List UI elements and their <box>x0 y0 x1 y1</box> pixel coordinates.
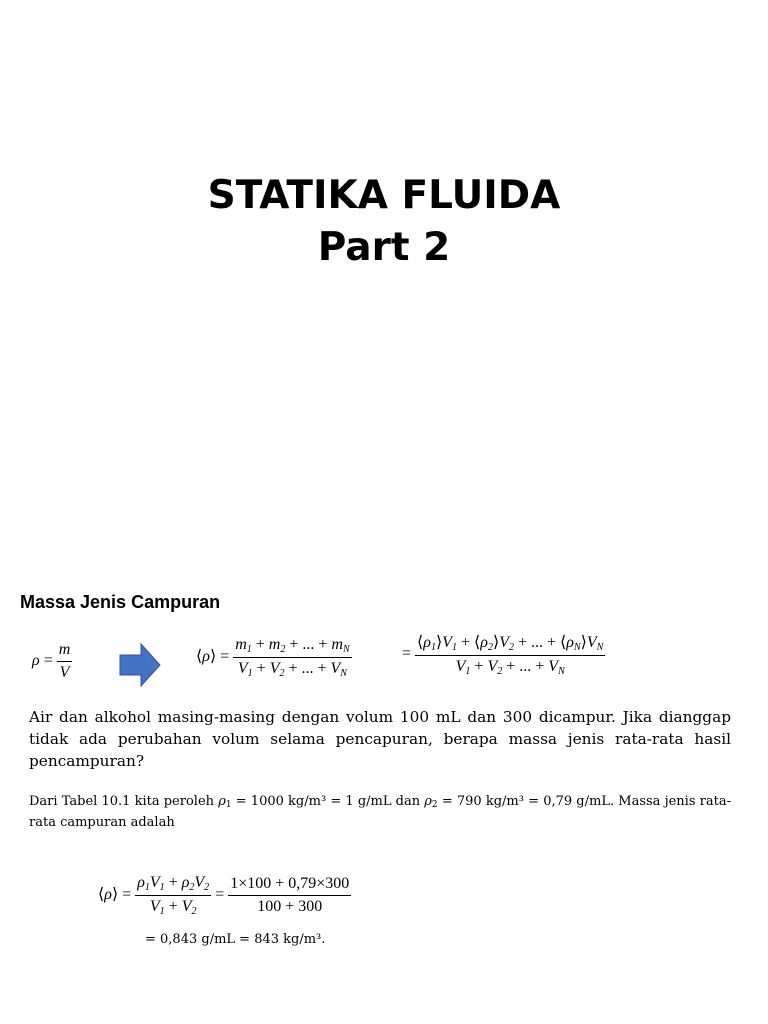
title-line-2: Part 2 <box>317 225 451 270</box>
problem-statement: Air dan alkohol masing-masing dengan volum 100 mL dan 300 dicampur. Jika dianggap tidak ada perubahan volum selama pencapuran, berapa massa jenis rata-rata hasil pencampuran? <box>29 708 731 770</box>
given-values: Dari Tabel 10.1 kita peroleh ρ1 = 1000 kg/m³ = 1 g/mL dan ρ2 = 790 kg/m³ = 0,79 g/mL. Massa jenis rata-rata campuran adalah <box>29 794 731 830</box>
title-line-1: STATIKA FLUIDA <box>207 173 561 218</box>
density-formula: ρ = $\frac{m}{V}$ <box>32 641 71 681</box>
section-heading: Massa Jenis Campuran <box>20 592 221 612</box>
right-arrow-icon <box>119 643 161 687</box>
calculation-formula: ⟨ρ⟩ = $\frac{\rho_1V_1 + \rho_2V_2}{V_1 + V_2}$ = $\frac{1\times 100 + 0,79\times 300}{100 + 300}$ <box>98 874 350 917</box>
mixture-volume-formula: = $\frac{⟨\rho_1⟩V_1 + ⟨\rho_2⟩V_2 + ... + ⟨\rho_N⟩V_N}{V_1 + V_2 + ... + V_N}$ <box>402 634 604 677</box>
numeric-numerator: 1×100 + 0,79×300 <box>228 875 351 896</box>
slide-title <box>0 170 768 274</box>
mixture-mass-formula: ⟨ρ⟩ = $\frac{m_1 + m_2 + ... + m_N}{V_1 + V_2 + ... + V_N}$ <box>196 636 350 679</box>
numeric-denominator: 100 + 300 <box>257 898 323 915</box>
result-value: = 0,843 g/mL = 843 kg/m³. <box>145 932 326 947</box>
